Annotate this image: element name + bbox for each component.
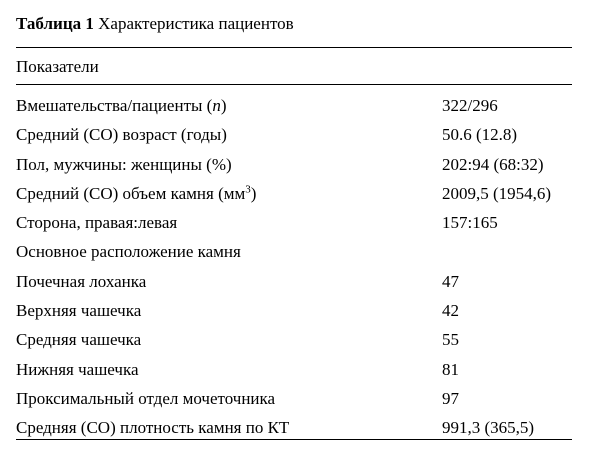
table-row xyxy=(16,329,572,358)
table-row xyxy=(16,124,572,153)
table-caption xyxy=(16,13,294,35)
row-value: 322/296 xyxy=(442,96,498,115)
top-rule xyxy=(16,47,572,48)
table-row xyxy=(16,359,572,388)
header-column-indicators: Показатели xyxy=(16,57,99,76)
table-row xyxy=(16,154,572,183)
row-value: 47 xyxy=(442,271,459,291)
row-label: Сторона, правая:левая xyxy=(16,213,178,233)
row-label: Нижняя чашечка xyxy=(16,359,139,379)
table-row xyxy=(16,388,572,417)
row-value: 81 xyxy=(442,359,459,379)
table-row xyxy=(16,241,572,270)
row-value: 97 xyxy=(442,388,459,408)
table-body xyxy=(16,95,572,447)
row-value: 2009,5 (1954,6) xyxy=(442,183,552,203)
table-row xyxy=(16,271,572,300)
row-label: Средний (СО) объем камня $(мм^3)$ xyxy=(16,183,257,203)
table-row xyxy=(16,300,572,329)
row-value: 991,3 (365,5) xyxy=(442,418,535,438)
table-row xyxy=(16,212,572,241)
table-row xyxy=(16,417,572,446)
row-label: Средняя (СО) плотность камня по КТ xyxy=(16,418,290,438)
row-label: Почечная лоханка xyxy=(16,271,147,291)
table-row xyxy=(16,183,572,212)
row-label: Основное расположение камня xyxy=(16,242,241,262)
row-value: 55 xyxy=(442,330,459,350)
header-rule xyxy=(16,84,572,85)
row-value: 50.6 (12.8) xyxy=(442,125,518,145)
caption-label: Таблица 1 xyxy=(16,14,94,33)
row-value: 157:165 xyxy=(442,213,498,233)
table-header xyxy=(16,56,99,78)
row-value: 202:94 (68:32) xyxy=(442,154,544,174)
row-label: Пол, мужчины: женщины (%) xyxy=(16,154,232,174)
row-value: 42 xyxy=(442,301,459,321)
table-row xyxy=(16,95,572,124)
row-label: Проксимальный отдел мочеточника xyxy=(16,388,276,408)
row-label: Средний (СО) возраст (годы) xyxy=(16,125,227,145)
bottom-rule xyxy=(16,439,572,440)
row-label: Средняя чашечка xyxy=(16,330,142,350)
row-label: Вмешательства/пациенты (n) xyxy=(16,96,227,115)
caption-text: Характеристика пациентов xyxy=(93,14,294,33)
row-label: Верхняя чашечка xyxy=(16,301,142,321)
